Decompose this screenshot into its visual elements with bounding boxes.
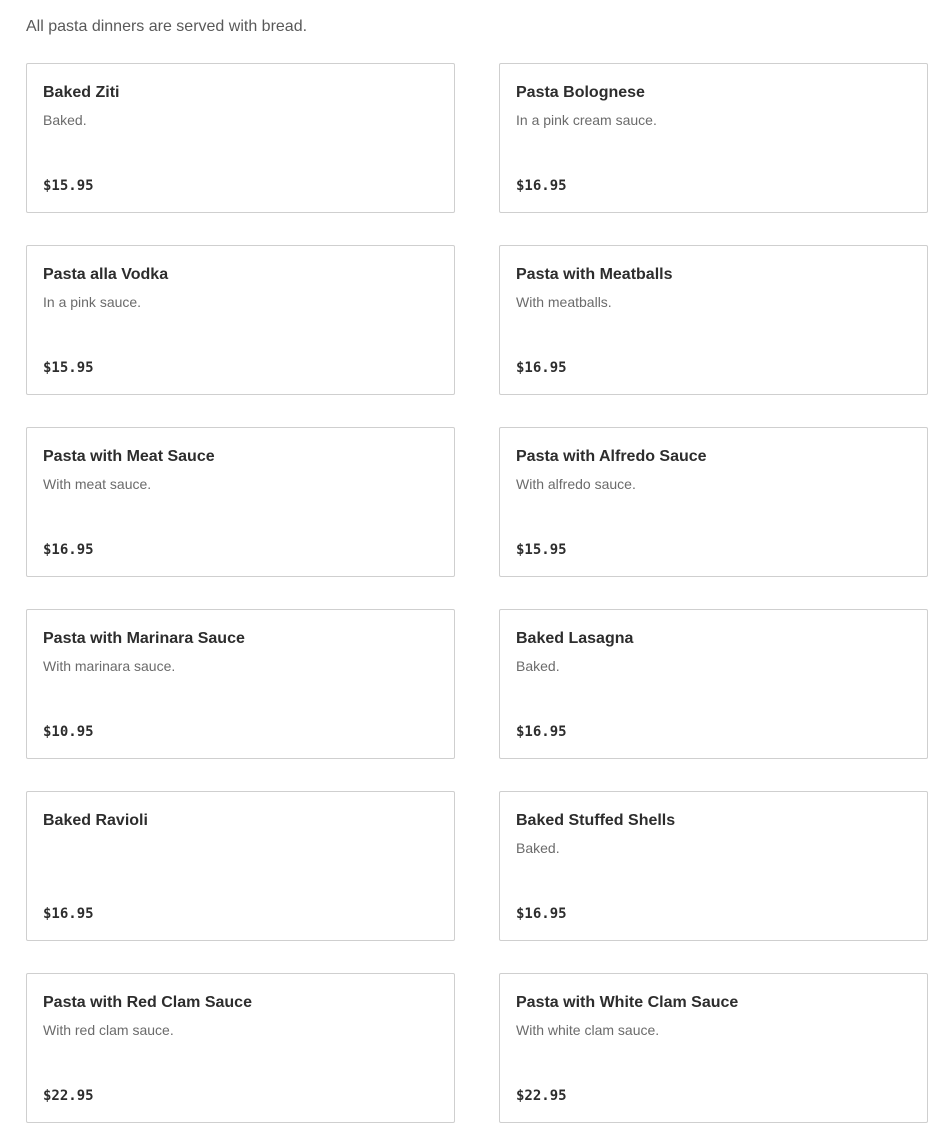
menu-item-price: $16.95 xyxy=(516,724,567,740)
menu-item-description: With alfredo sauce. xyxy=(516,476,636,492)
menu-item-name: Pasta with White Clam Sauce xyxy=(516,994,739,1011)
menu-item-name: Baked Lasagna xyxy=(516,630,634,647)
menu-item-card[interactable] xyxy=(26,609,455,759)
menu-item-name: Baked Ziti xyxy=(43,84,120,101)
menu-item-name: Pasta with Meat Sauce xyxy=(43,448,215,465)
menu-item-name: Pasta Bolognese xyxy=(516,84,645,101)
menu-item-price: $22.95 xyxy=(516,1088,567,1104)
menu-item-price: $15.95 xyxy=(516,542,567,558)
menu-item-description: With meatballs. xyxy=(516,294,612,310)
menu-item-price: $16.95 xyxy=(516,360,567,376)
section-title-clipped xyxy=(26,0,236,4)
menu-item-price: $16.95 xyxy=(43,906,94,922)
menu-item-card[interactable] xyxy=(499,427,928,577)
menu-item-name: Baked Ravioli xyxy=(43,812,148,829)
menu-item-name: Baked Stuffed Shells xyxy=(516,812,676,829)
menu-item-description: With red clam sauce. xyxy=(43,1022,174,1038)
menu-item-name: Pasta with Red Clam Sauce xyxy=(43,994,252,1011)
menu-item-name: Pasta with Marinara Sauce xyxy=(43,630,245,647)
menu-item-card[interactable] xyxy=(26,791,455,941)
menu-item-name: Pasta with Meatballs xyxy=(516,266,673,283)
menu-item-card[interactable] xyxy=(499,245,928,395)
menu-item-card[interactable] xyxy=(26,973,455,1123)
menu-item-card[interactable] xyxy=(26,427,455,577)
menu-item-description: With white clam sauce. xyxy=(516,1022,660,1038)
menu-item-price: $10.95 xyxy=(43,724,94,740)
menu-item-description: Baked. xyxy=(43,112,87,128)
menu-item-description: In a pink cream sauce. xyxy=(516,112,657,128)
menu-item-card[interactable] xyxy=(499,609,928,759)
menu-item-name: Pasta alla Vodka xyxy=(43,266,169,283)
menu-item-description: With marinara sauce. xyxy=(43,658,176,674)
menu-item-name: Pasta with Alfredo Sauce xyxy=(516,448,707,465)
menu-item-grid xyxy=(26,63,928,1123)
menu-item-description: Baked. xyxy=(516,840,560,856)
menu-item-price: $22.95 xyxy=(43,1088,94,1104)
menu-item-price: $15.95 xyxy=(43,178,94,194)
menu-item-price: $16.95 xyxy=(43,542,94,558)
section-description: All pasta dinners are served with bread. xyxy=(26,18,308,35)
menu-item-price: $16.95 xyxy=(516,178,567,194)
menu-item-card[interactable] xyxy=(499,791,928,941)
menu-item-description: Baked. xyxy=(516,658,560,674)
menu-item-price: $15.95 xyxy=(43,360,94,376)
menu-item-card[interactable] xyxy=(26,245,455,395)
menu-item-price: $16.95 xyxy=(516,906,567,922)
menu-item-card[interactable] xyxy=(499,973,928,1123)
menu-item-card[interactable] xyxy=(26,63,455,213)
menu-item-description: With meat sauce. xyxy=(43,476,152,492)
menu-item-description: In a pink sauce. xyxy=(43,294,142,310)
menu-item-card[interactable] xyxy=(499,63,928,213)
